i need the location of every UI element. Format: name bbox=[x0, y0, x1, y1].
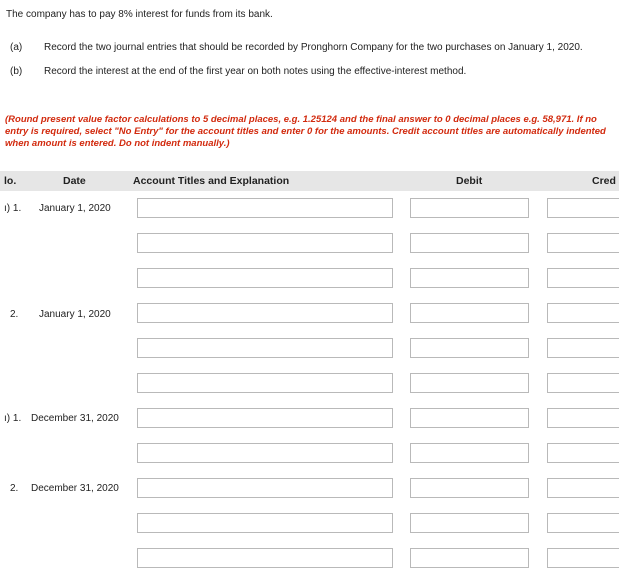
debit-input[interactable] bbox=[410, 303, 529, 323]
entry-4-no: 2. bbox=[10, 483, 19, 494]
account-title-input[interactable] bbox=[137, 443, 393, 463]
account-title-input[interactable] bbox=[137, 268, 393, 288]
account-title-input[interactable] bbox=[137, 548, 393, 568]
account-title-input[interactable] bbox=[137, 338, 393, 358]
entry-4-date: December 31, 2020 bbox=[31, 483, 119, 494]
debit-input[interactable] bbox=[410, 198, 529, 218]
header-date: Date bbox=[63, 175, 86, 187]
entry-2-no: 2. bbox=[10, 309, 19, 320]
entry-1-date: January 1, 2020 bbox=[39, 203, 111, 214]
account-title-input[interactable] bbox=[137, 303, 393, 323]
header-account: Account Titles and Explanation bbox=[133, 175, 290, 187]
credit-input[interactable] bbox=[547, 373, 619, 393]
account-title-input[interactable] bbox=[137, 478, 393, 498]
entry-2-date: January 1, 2020 bbox=[39, 309, 111, 320]
table-header bbox=[0, 171, 619, 191]
credit-input[interactable] bbox=[547, 408, 619, 428]
debit-input[interactable] bbox=[410, 478, 529, 498]
credit-input[interactable] bbox=[547, 303, 619, 323]
intro-text: The company has to pay 8% interest for funds from its bank. bbox=[6, 9, 273, 20]
account-title-input[interactable] bbox=[137, 198, 393, 218]
debit-input[interactable] bbox=[410, 408, 529, 428]
account-title-input[interactable] bbox=[137, 408, 393, 428]
task-a-text: Record the two journal entries that should be recorded by Pronghorn Company for the two purchases on January 1, 2020. bbox=[44, 42, 583, 53]
debit-input[interactable] bbox=[410, 268, 529, 288]
task-b bbox=[10, 66, 466, 77]
debit-input[interactable] bbox=[410, 373, 529, 393]
debit-input[interactable] bbox=[410, 443, 529, 463]
account-title-input[interactable] bbox=[137, 513, 393, 533]
debit-input[interactable] bbox=[410, 338, 529, 358]
credit-input[interactable] bbox=[547, 268, 619, 288]
task-b-text: Record the interest at the end of the first year on both notes using the effective-interest method. bbox=[44, 66, 467, 77]
header-credit: Cred bbox=[592, 175, 616, 187]
task-b-label: (b) bbox=[10, 66, 23, 77]
entry-3-date: December 31, 2020 bbox=[31, 413, 119, 424]
debit-input[interactable] bbox=[410, 548, 529, 568]
entry-1-no: ı) 1. bbox=[4, 203, 22, 214]
debit-input[interactable] bbox=[410, 233, 529, 253]
credit-input[interactable] bbox=[547, 513, 619, 533]
task-a-label: (a) bbox=[10, 42, 23, 53]
credit-input[interactable] bbox=[547, 478, 619, 498]
debit-input[interactable] bbox=[410, 513, 529, 533]
header-no: lo. bbox=[4, 175, 17, 187]
account-title-input[interactable] bbox=[137, 373, 393, 393]
credit-input[interactable] bbox=[547, 548, 619, 568]
header-debit: Debit bbox=[456, 175, 483, 187]
rounding-instructions: (Round present value factor calculations to 5 decimal places, e.g. 1.25124 and the final answer to 0 decimal places e.g. 58,971. If no entry is required, select "No Entry" for the account titles and enter 0 for the amounts. Credit account titles are automatically indented when amount is entered. Do not indent manually.) bbox=[5, 114, 606, 149]
credit-input[interactable] bbox=[547, 443, 619, 463]
account-title-input[interactable] bbox=[137, 233, 393, 253]
credit-input[interactable] bbox=[547, 233, 619, 253]
credit-input[interactable] bbox=[547, 198, 619, 218]
entry-3-no: ı) 1. bbox=[4, 413, 22, 424]
task-a bbox=[10, 42, 583, 53]
credit-input[interactable] bbox=[547, 338, 619, 358]
